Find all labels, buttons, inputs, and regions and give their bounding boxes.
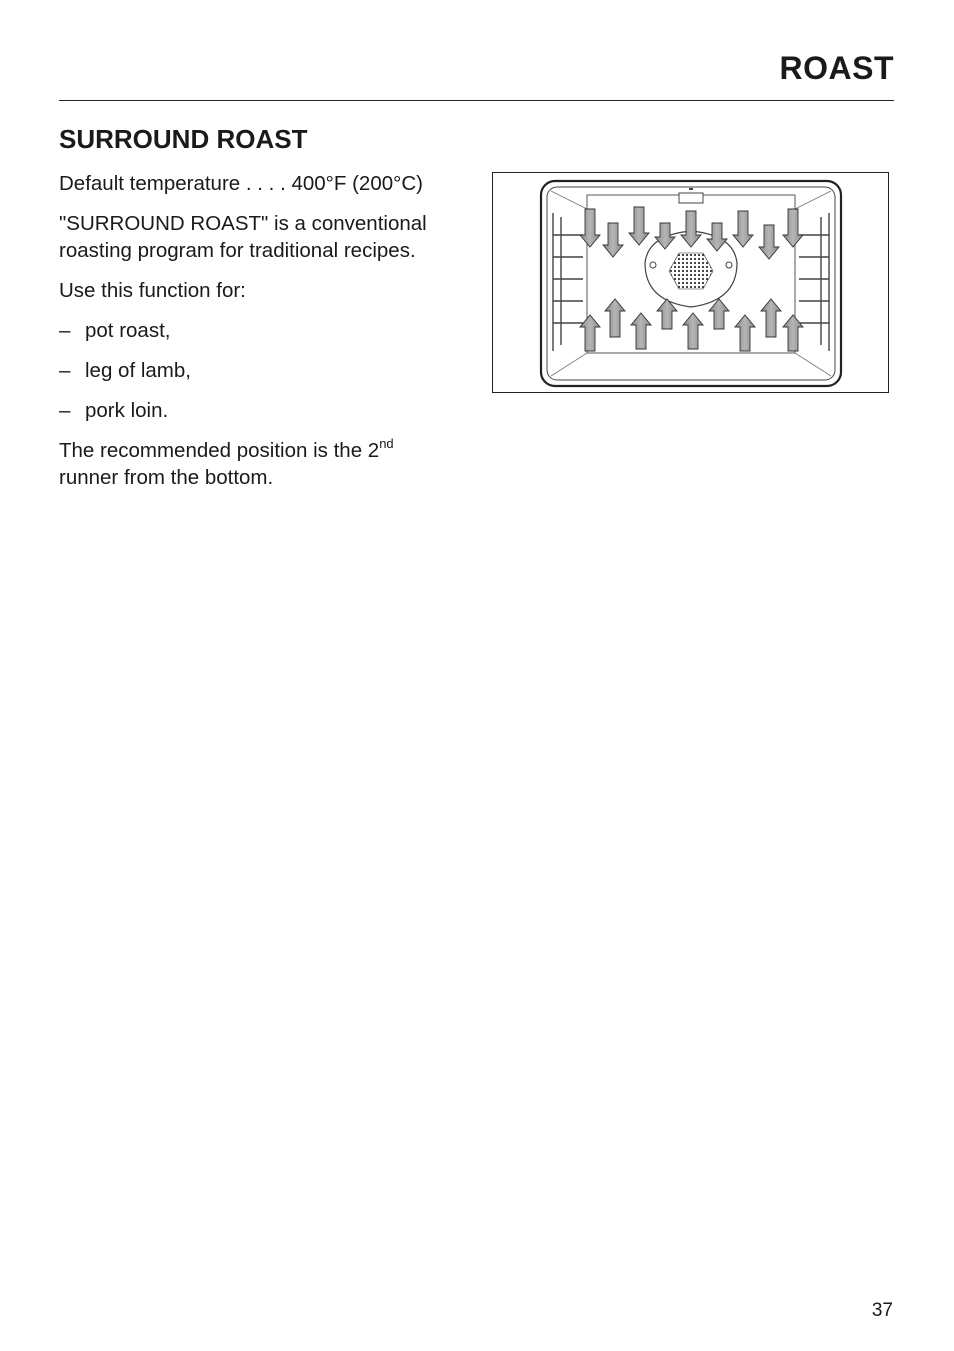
section-body (59, 170, 479, 504)
description-paragraph: "SURROUND ROAST" is a conventional roasting program for traditional recipes. (59, 212, 427, 262)
chapter-title: ROAST (779, 50, 894, 86)
list-item (59, 317, 479, 344)
default-temperature-line (59, 170, 479, 197)
default-temp-dots: . . . . (245, 172, 286, 195)
dash-bullet: – (59, 319, 71, 342)
position-superscript: nd (379, 436, 394, 451)
recommended-position-paragraph (59, 437, 479, 491)
position-text: The recommended position is the 2 (59, 439, 380, 462)
default-temp-value: 400°F (200°C) (291, 172, 423, 195)
list-item-text: pork loin. (85, 399, 169, 422)
use-intro: Use this function for: (59, 279, 246, 302)
default-temp-label: Default temperature (59, 172, 241, 195)
oven-heating-diagram-icon (493, 173, 888, 392)
dash-bullet: – (59, 359, 71, 382)
list-item-text: leg of lamb, (85, 359, 191, 382)
page-number: 37 (871, 1300, 893, 1321)
use-list (59, 317, 479, 424)
oven-diagram-figure (492, 172, 889, 393)
dash-bullet: – (59, 399, 71, 422)
list-item (59, 357, 479, 384)
list-item (59, 397, 479, 424)
position-tail: runner from the bottom. (59, 466, 274, 489)
section-title: SURROUND ROAST (59, 124, 308, 154)
list-item-text: pot roast, (85, 319, 171, 342)
header-divider (59, 100, 894, 101)
